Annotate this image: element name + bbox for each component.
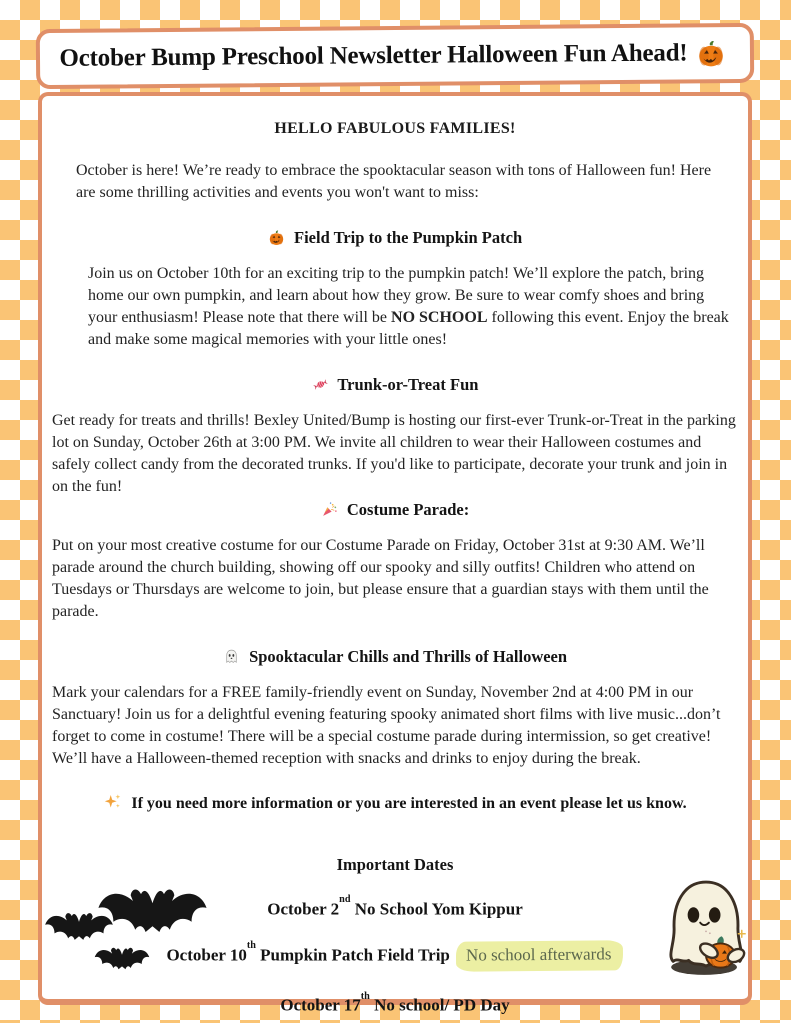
info-note [50, 792, 740, 815]
date-ordinal: nd [339, 894, 351, 906]
date-day: October 10 [166, 945, 247, 965]
ghost-icon [223, 648, 240, 665]
party-popper-icon [321, 501, 338, 518]
section-heading-spooktacular [50, 647, 740, 667]
date-line-oct-17 [50, 991, 740, 1017]
section-paragraph-costume-parade: Put on your most creative costume for our Costume Parade on Friday, October 31st at 9:30 AM. We’ll parade around the church building, showing off our spooky and silly outfits! Children who attend on Tuesdays or Thursdays are welcome to join, but please ensure that a guardian stays with them until the parade. [52, 537, 709, 620]
title-banner [36, 23, 754, 89]
ghost-with-pumpkin-icon [648, 874, 764, 1010]
page-title-text: October Bump Preschool Newsletter Halloween Fun Ahead! [59, 39, 688, 72]
date-text: No school/ PD Day [369, 995, 510, 1015]
section-paragraph-field-trip [88, 263, 734, 351]
sparkles-icon [103, 792, 122, 811]
date-ordinal: th [246, 940, 256, 952]
section-heading-text: Trunk-or-Treat Fun [337, 375, 479, 394]
section-heading-field-trip [50, 228, 740, 248]
date-text: No School Yom Kippur [350, 899, 523, 919]
date-text: Pumpkin Patch Field Trip [255, 945, 455, 965]
section-heading-text: Field Trip to the Pumpkin Patch [294, 228, 523, 247]
candy-icon [312, 376, 329, 393]
section-heading-text: Spooktacular Chills and Thrills of Halloween [249, 647, 568, 666]
no-school-highlight: No school afterwards [456, 941, 624, 972]
page-title [59, 38, 730, 74]
intro-paragraph: October is here! We’re ready to embrace the spooktacular season with tons of Halloween fun! Here are some thrilling activities and events you won't want to miss: [76, 162, 712, 201]
section-paragraph-trunk-or-treat: Get ready for treats and thrills! Bexley United/Bump is hosting our first-ever Trunk-or-Treat in the parking lot on Sunday, October 26th at 3:00 PM. We invite all children to wear their Halloween costumes and safely collect candy from the decorated trunks. If you'd like to participate, decorate your trunk and join in on the fun! [52, 412, 736, 495]
paragraph-text: following this event. Enjoy the break and make some magical memories with your little ones! [88, 309, 729, 348]
date-day: October 17 [280, 995, 361, 1015]
jack-o-lantern-icon [695, 38, 725, 68]
greeting-heading: HELLO FABULOUS FAMILIES! [274, 120, 516, 137]
section-heading-text: Costume Parade: [346, 500, 470, 519]
no-school-emphasis: NO SCHOOL [391, 309, 488, 326]
bats-icon [35, 876, 215, 981]
date-ordinal: th [360, 990, 370, 1002]
info-note-text: If you need more information or you are interested in an event please let us know. [131, 795, 687, 812]
section-heading-trunk-or-treat [50, 375, 740, 395]
section-paragraph-spooktacular: Mark your calendars for a FREE family-friendly event on Sunday, November 2nd at 4:00 PM in our Sanctuary! Join us for a delightful evening featuring spooky animated short films with live music...don’t forget to come in costume! There will be a special costume parade during intermission, so get creative! We’ll have a Halloween-themed reception with snacks and drinks to enjoy during the break. [52, 684, 721, 767]
important-dates-heading: Important Dates [336, 855, 454, 874]
date-day: October 2 [267, 899, 340, 919]
newsletter-card [38, 92, 752, 1015]
paragraph-text: Join us on October 10th for an exciting trip to the pumpkin patch! We’ll explore the patch, bring home our own pumpkin, and learn about how they grow. Be sure to wear comfy shoes and bring your enthusiasm! Please note that there will be [88, 265, 705, 326]
section-heading-costume-parade [50, 500, 740, 520]
pumpkin-icon [268, 229, 285, 246]
